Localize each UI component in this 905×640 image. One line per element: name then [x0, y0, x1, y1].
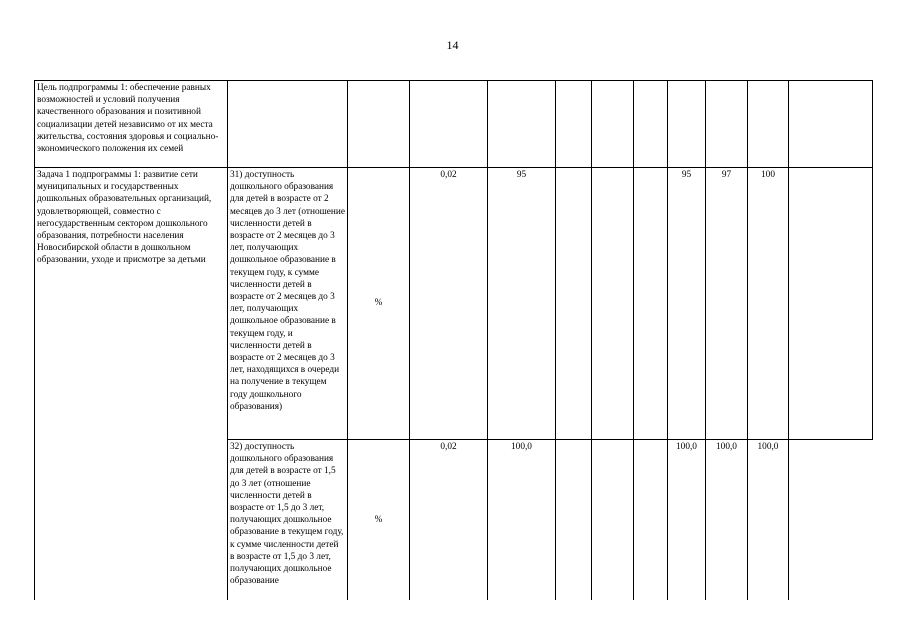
value-cell: 100	[748, 168, 789, 440]
indicator-cell: 32) доступность дошкольного образования для детей в возрасте от 1,5 до 3 лет (отношение численности детей в возрасте от 1,5 до 3 лет, получающих дошкольное образование в текущем году, к сумме численности детей в возрасте от 1,5 до 3 лет, получающих дошкольное образование	[228, 440, 348, 600]
value-cell: 100,0	[706, 440, 748, 600]
value-cell: 100,0	[748, 440, 789, 600]
indicator-cell: 31) доступность дошкольного образования для детей в возрасте от 2 месяцев до 3 лет (отношение численности детей в возрасте от 2 месяцев до 3 лет, получающих дошкольное образование в текущем году, к сумме численности детей в возрасте от 2 месяцев до 3 лет, получающих дошкольное образование в текущем году, и численности детей в возрасте от 2 месяцев до 3 лет, находящихся в очереди на получение в текущем году дошкольного образования)	[228, 168, 348, 440]
value-cell: 97	[706, 168, 748, 440]
goal-cell: Цель подпрограммы 1: обеспечение равных возможностей и условий получения качественного образования и позитивной социализации детей независимо от их места жительства, состояния здоровья и социально-экономического положения их семей	[35, 81, 228, 168]
indicators-table	[34, 80, 873, 600]
page-number: 14	[446, 38, 459, 52]
value-cell: 100,0	[668, 440, 706, 600]
value-cell: 100,0	[488, 440, 556, 600]
weight-cell: 0,02	[410, 168, 488, 440]
task-cell: Задача 1 подпрограммы 1: развитие сети муниципальных и государственных дошкольных образовательных организаций, удовлетворяющей, совместно с негосударственным сектором дошкольного образования, потребности населения Новосибирской области в дошкольном образовании, уходе и присмотре за детьми	[35, 168, 228, 600]
unit-cell: %	[348, 440, 410, 600]
value-cell: 95	[668, 168, 706, 440]
value-cell: 95	[488, 168, 556, 440]
weight-cell: 0,02	[410, 440, 488, 600]
goal-row	[35, 81, 873, 168]
table-row	[35, 168, 873, 440]
unit-cell: %	[348, 168, 410, 440]
